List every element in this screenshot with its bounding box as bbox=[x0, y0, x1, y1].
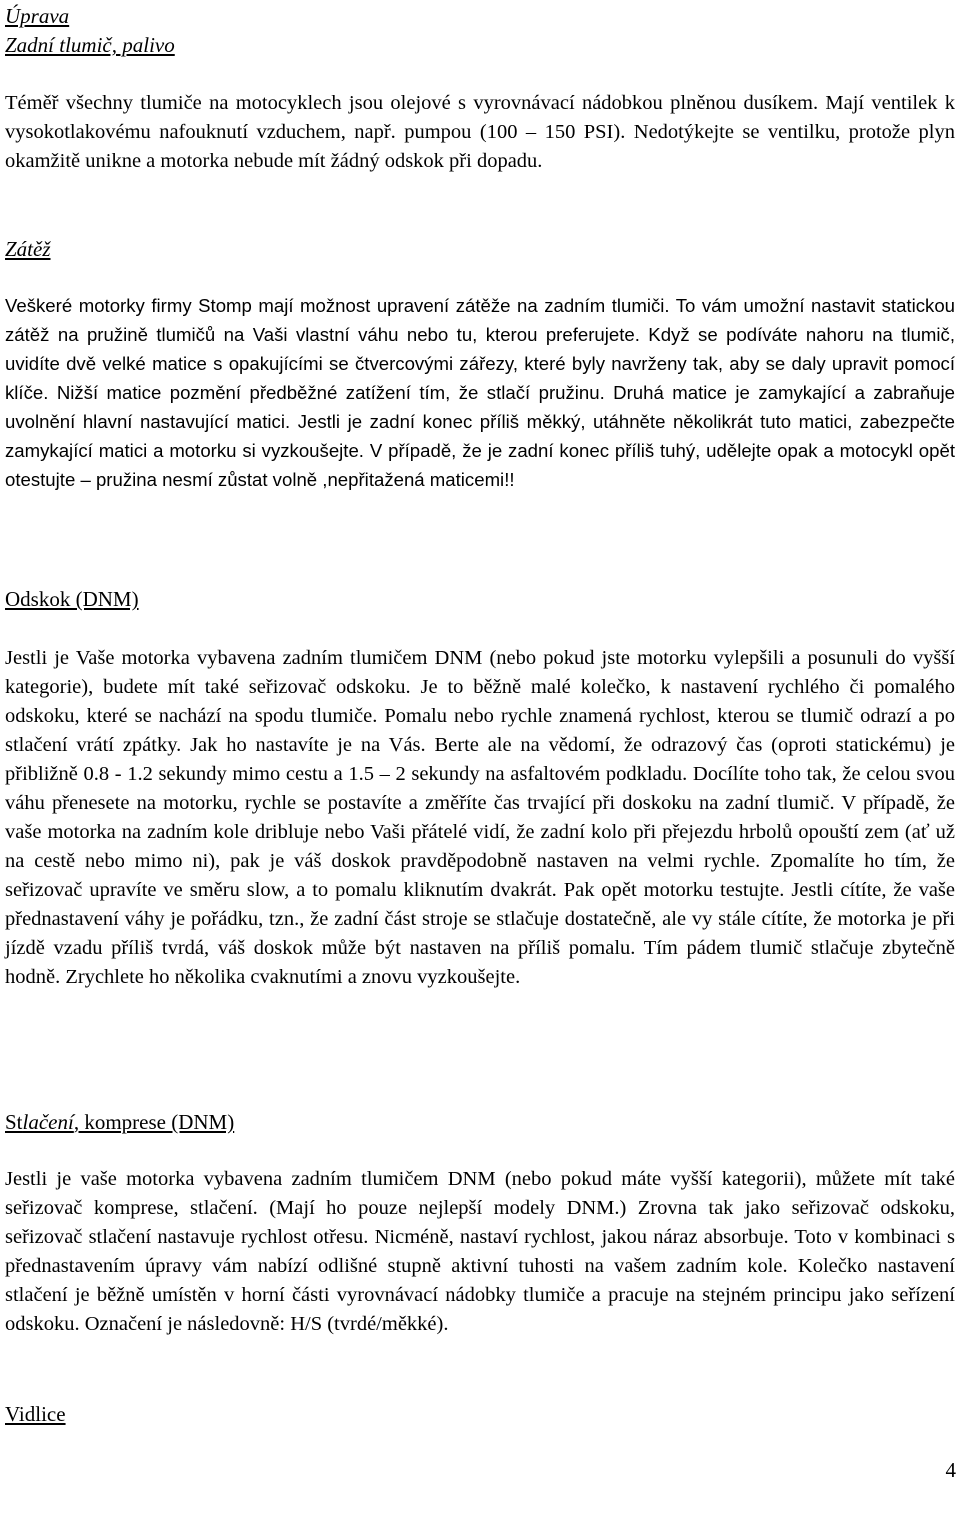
document-title: Úprava bbox=[5, 4, 70, 28]
intro-paragraph: Téměř všechny tlumiče na motocyklech jsou olejové s vyrovnávací nádobkou plněnou dusíkem. Mají ventilek k vysokotlakovému nafouknutí vzduchem, např. pumpou (100 – 150 PSI). Nedotýkejte se ventilku, protože plyn okamžitě unikne a motorka nebude mít žádný odskok při dopadu. bbox=[5, 92, 955, 172]
section-heading-zatez: Zátěž bbox=[5, 237, 51, 261]
document-subtitle: Zadní tlumič, palivo bbox=[5, 33, 175, 57]
page-number: 4 bbox=[945, 1458, 956, 1482]
section-heading-vidlice: Vidlice bbox=[5, 1402, 66, 1426]
stlaceni-paragraph: Jestli je vaše motorka vybavena zadním tlumičem DNM (nebo pokud máte vyšší kategorii), můžete mít také seřizovač komprese, stlačení. (Mají ho pouze nejlepší modely DNM.) Zrovna tak jako seřizovač odskoku, seřizovač stlačení nastavuje rychlost otřesu. Nicméně, nastaví rychlost, jakou náraz absorbuje. Toto v kombinaci s přednastavením úpravy vám nabízí odlišné stupně aktivní tuhosti na vašem zadním kole. Kolečko nastavení stlačení je běžně umístěn v horní části vyrovnávací nádobky tlumiče a pracuje na stejném principu jako seřízení odskoku. Označení je následovně: H/S (tvrdé/měkké). bbox=[5, 1168, 955, 1335]
odskok-paragraph: Jestli je Vaše motorka vybavena zadním tlumičem DNM (nebo pokud jste motorku vylepšili a posunuli do vyšší kategorie), budete mít také seřizovač odskoku. Je to běžně malé kolečko, k nastavení rychlého či pomalého odskoku, které se nachází na spodu tlumiče. Pomalu nebo rychle znamená rychlost, kterou se tlumič odrazí a po stlačení vrátí zpátky. Jak ho nastavíte je na Vás. Berte ale na vědomí, že odrazový čas (oproti statickému) je přibližně 0.8 - 1.2 sekundy mimo cestu a 1.5 – 2 sekundy na asfaltovém podkladu. Docílíte toho tak, že celou svou váhu přenesete na motorku, rychle se postavíte a změříte čas trvající při doskoku na zadní tlumič. V případě, že vaše motorka na zadním kole dribluje nebo Vaši přátelé vidí, že zadní kolo při přejezdu hrbolů opouští zem (ať už na cestě nebo mimo ni), pak je váš doskok pravděpodobně nastaven na velmi rychle. Zpomalíte ho tím, že seřizovač upravíte ve směru slow, a to pomalu kliknutím dvakrát. Pak opět motorku testujte. Jestli cítíte, že vaše přednastavení váhy je pořádku, tzn., že zadní část stroje se stlačuje dostatečně, ale vy stále cítíte, že motorka je při jízdě vzadu příliš tvrdá, váš doskok může být nastaven na příliš pomalu. Tím pádem tlumič stlačuje zbytečně hodně. Zrychlete ho několika cvaknutími a znovu vyzkoušejte. bbox=[5, 647, 955, 988]
zatez-paragraph: Veškeré motorky firmy Stomp mají možnost upravení zátěže na zadním tlumiči. To vám umožní nastavit statickou zátěž na pružině tlumičů na Vaši vlastní váhu nebo tu, kterou preferujete. Když se podíváte nahoru na tlumič, uvidíte dvě velké matice s opakujícími se čtvercovými zářezy, které byly navrženy tak, aby se daly upravit pomocí klíče. Nižší matice pozmění předběžné zatížení tím, že stlačí pružinu. Druhá matice je zamykající a zabraňuje uvolnění hlavní nastavující matici. Jestli je zadní konec příliš měkký, utáhněte několikrát tuto matici, zabezpečte zamykající matici a motorku si vyzkoušejte. V případě, že je zadní konec příliš tuhý, udělejte opak a motocykl opět otestujte – pružina nesmí zůstat volně ,nepřitažená maticemi!! bbox=[5, 295, 955, 490]
stlaceni-heading-part3: , komprese (DNM) bbox=[73, 1110, 235, 1134]
section-heading-odskok: Odskok (DNM) bbox=[5, 587, 139, 611]
section-heading-stlaceni bbox=[5, 1108, 234, 1137]
stlaceni-heading-part1: St bbox=[5, 1110, 23, 1134]
stlaceni-heading-part2: lačení bbox=[22, 1110, 74, 1134]
